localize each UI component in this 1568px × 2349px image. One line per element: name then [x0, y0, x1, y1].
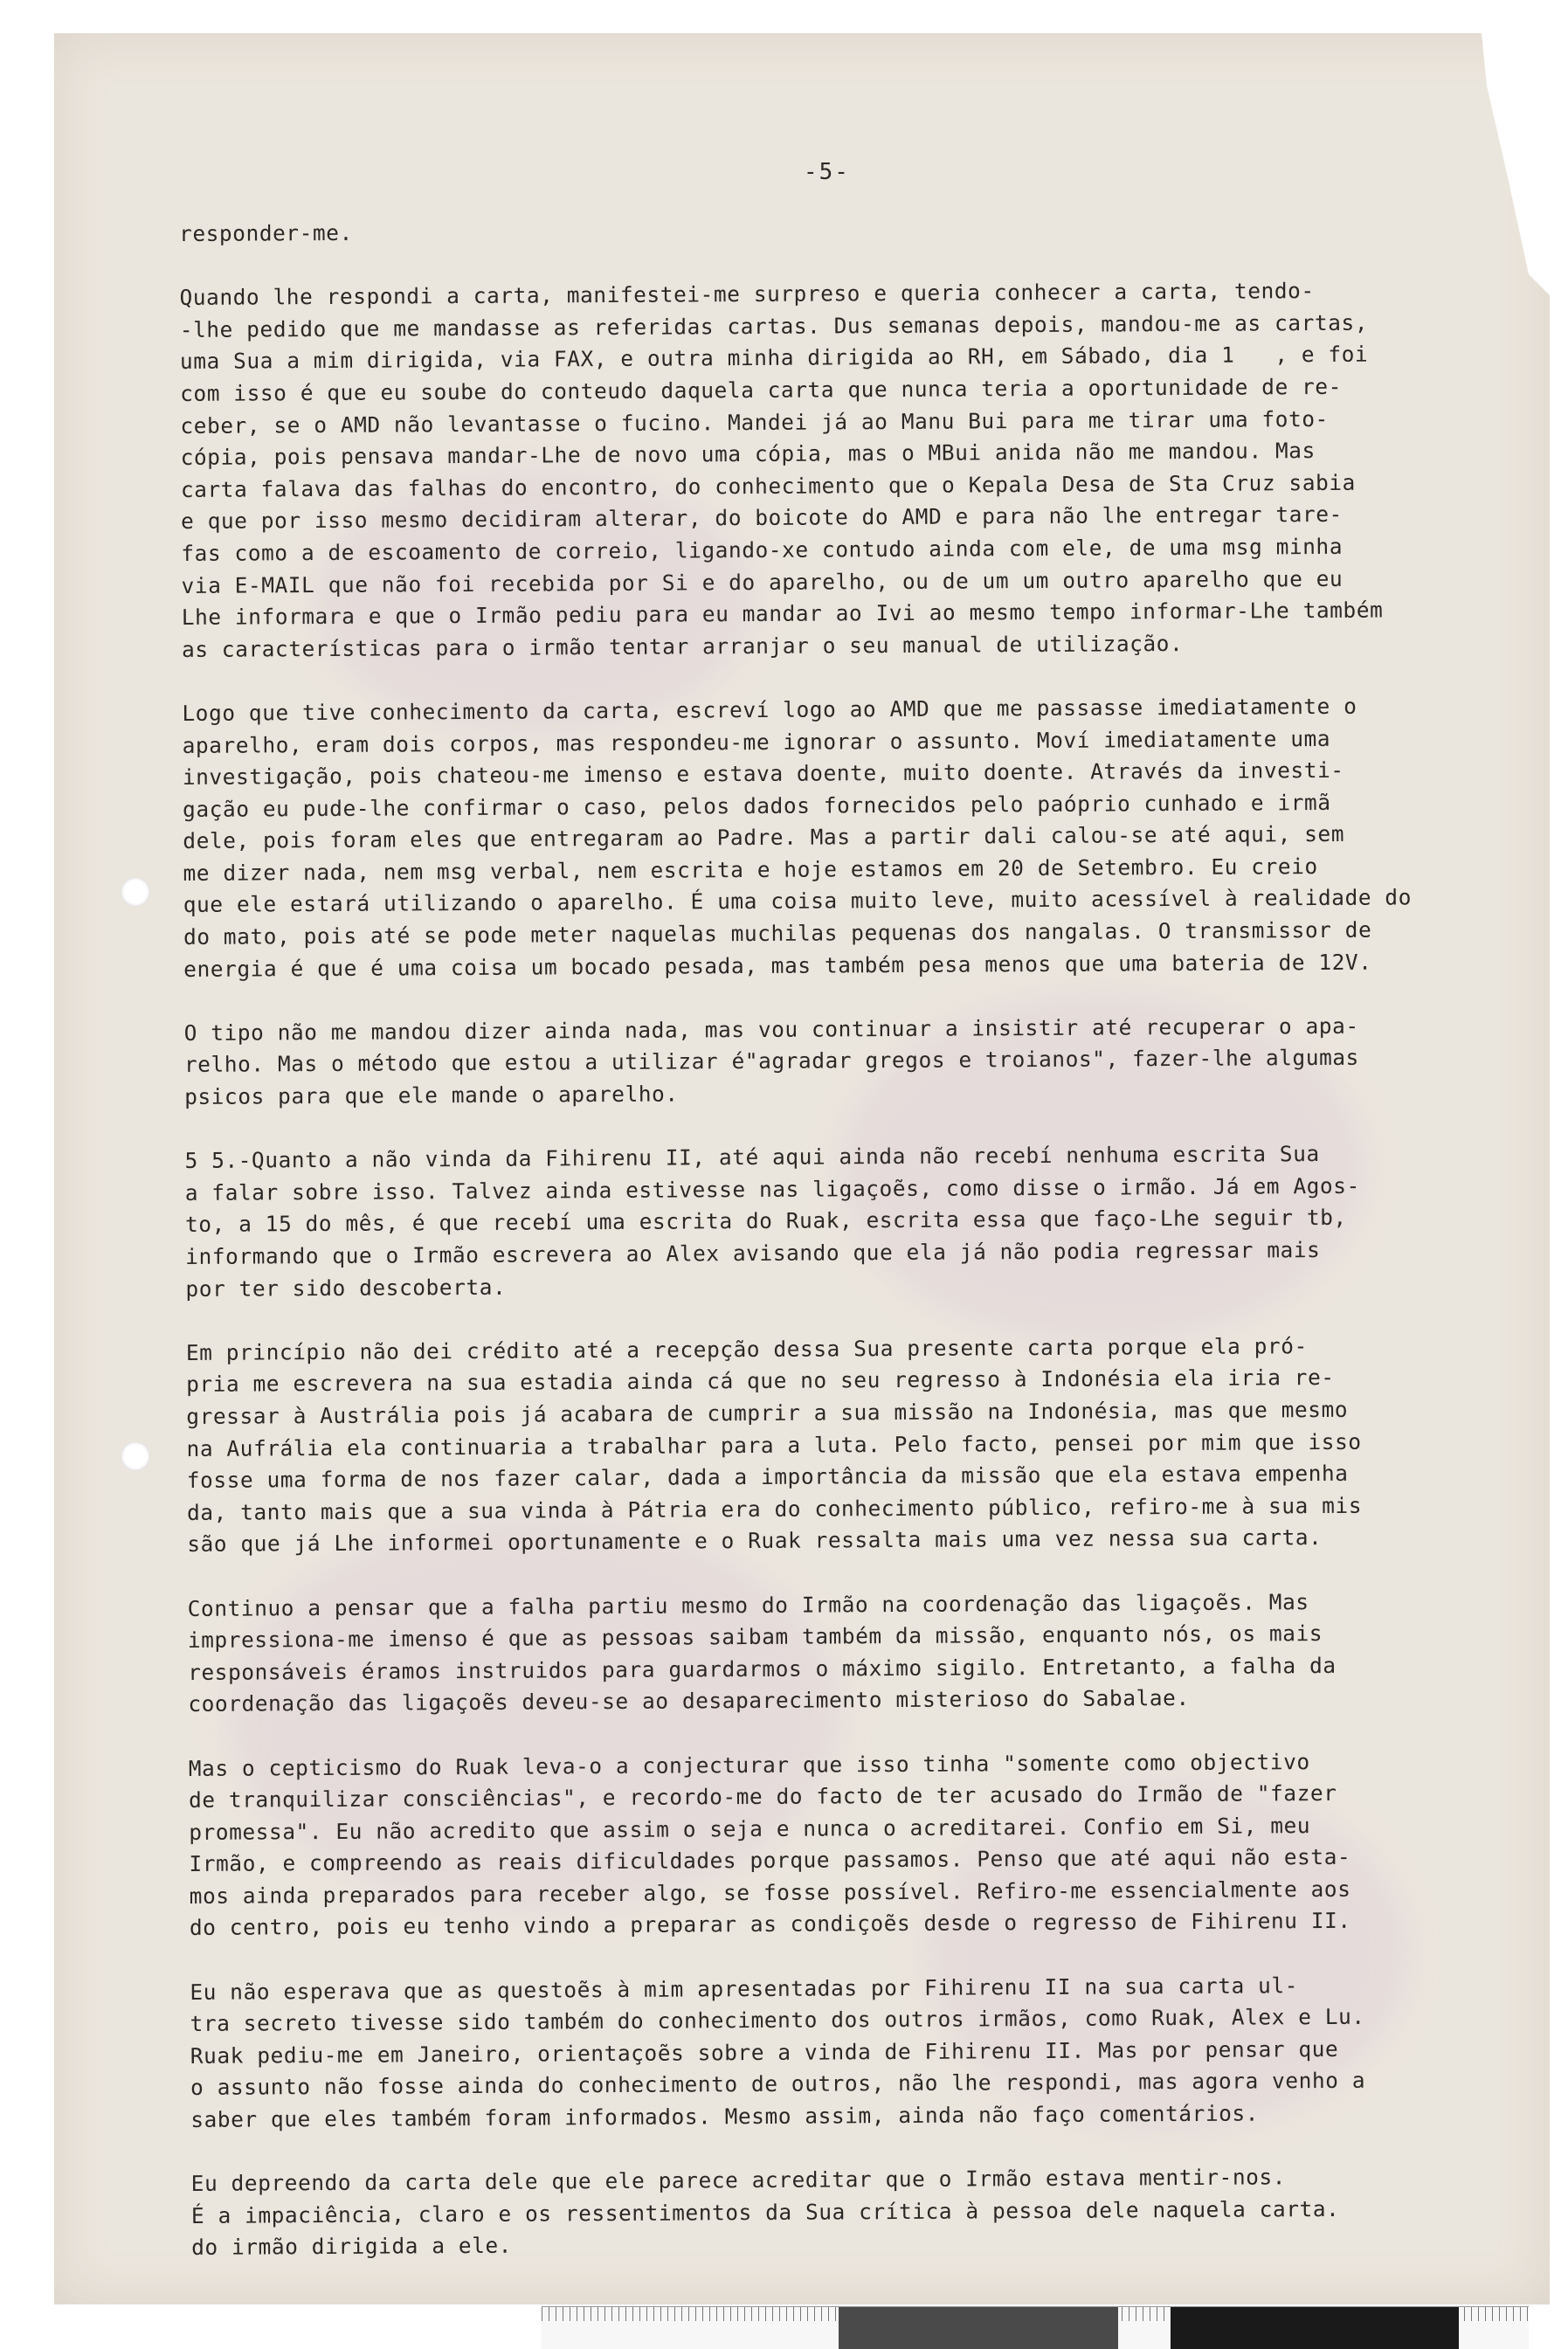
text-line: por ter sido descoberta. [185, 1274, 507, 1302]
text-line: Eu depreendo da carta dele que ele parece acreditar que o Irmão estava mentir-nos. [190, 2164, 1287, 2197]
text-line: responsáveis éramos instruidos para guardarmos o máximo sigilo. Entretanto, a falha da [188, 1652, 1337, 1685]
text-line: o assunto não fosse ainda do conhecimento de outros, não lhe respondi, mas agora venho a [190, 2068, 1366, 2101]
text-line: energia é que é uma coisa um bocado pesada, mas também pesa menos que uma bateria de 12V. [183, 949, 1372, 982]
text-line: ceber, se o AMD não levantasse o fucino. Mandei já ao Manu Bui para me tirar uma foto- [180, 405, 1329, 439]
text-line: Lhe informara e que o Irmão pediu para eu mandar ao Ivi ao mesmo tempo informar-Lhe também [181, 597, 1384, 631]
page-number: -5- [804, 159, 850, 185]
punch-hole [121, 1441, 150, 1471]
text-line: uma Sua a mim dirigida, via FAX, e outra minha dirigida ao RH, em Sábado, dia 1 , e foi [179, 342, 1369, 375]
scale-ruler [542, 2306, 1529, 2349]
text-line: 5 5.-Quanto a não vinda da Fihirenu II, até aqui ainda não recebí nenhuma escrita Sua [184, 1141, 1320, 1174]
text-line: da, tanto mais que a sua vinda à Pátria era do conhecimento público, refiro-me à sua mis [186, 1492, 1363, 1525]
ruler-black-block [1171, 2307, 1459, 2349]
text-line: cópia, pois pensava mandar-Lhe de novo uma cópia, mas o MBui anida não me mandou. Mas [180, 438, 1316, 471]
text-line: Continuo a pensar que a falha partiu mesmo do Irmão na coordenação das ligaçoẽs. Mas [187, 1588, 1309, 1621]
text-line: a falar sobre isso. Talvez ainda estivesse nas ligaçoẽs, como disse o irmão. Já em Agos- [184, 1172, 1360, 1206]
text-line: Em princípio não dei crédito até a recepção dessa Sua presente carta porque ela pró- [185, 1332, 1308, 1365]
text-line: Quando lhe respondi a carta, manifestei-me surpreso e queria conhecer a carta, tendo- [179, 278, 1315, 311]
text-line: relho. Mas o método que estou a utilizar é"agradar gregos e troianos", fazer-lhe algumas [183, 1045, 1360, 1078]
text-line: to, a 15 do mês, é que recebí uma escrita do Ruak, escrita essa que faço-Lhe seguir tb, [184, 1205, 1347, 1238]
text-line: pria me escrevera na sua estadia ainda cá que no seu regresso à Indonésia ela iria re- [186, 1364, 1335, 1398]
text-line: dele, pois foram eles que entregaram ao Padre. Mas a partir dali calou-se até aqui, sem [183, 821, 1345, 854]
text-line: do centro, pois eu tenho vindo a preparar as condiçoẽs desde o regresso de Fihirenu II. [189, 1908, 1351, 1941]
text-line: na Aufrália ela continuaria a trabalhar para a luta. Pelo facto, pensei por mim que isso [186, 1428, 1362, 1461]
text-line: Logo que tive conhecimento da carta, escreví logo ao AMD que me passasse imediatamente o [182, 693, 1357, 726]
text-line: Irmão, e compreendo as reais dificuldades porque passamos. Penso que até aqui não esta- [189, 1844, 1351, 1877]
text-line: fosse uma forma de nos fazer calar, dada a importância da missão que ela estava empenha [186, 1461, 1349, 1494]
text-line: via E-MAIL que não foi recebida por Si e do aparelho, ou de um um outro aparelho que eu [181, 565, 1344, 598]
text-line: promessa". Eu não acredito que assim o seja e nunca o acreditarei. Confio em Si, meu [189, 1812, 1311, 1845]
text-line: fas como a de escoamento de correio, ligando-xe contudo ainda com ele, de uma msg minha [181, 533, 1344, 566]
text-line: tra secreto tivesse sido também do conhecimento dos outros irmãos, como Ruak, Alex e Lu. [190, 2003, 1365, 2037]
letter-body [179, 210, 1554, 2263]
text-line: do irmão dirigida a ele. [191, 2233, 513, 2261]
text-line: Ruak pediu-me em Janeiro, orientaçoẽs sobre a vinda de Fihirenu II. Mas por pensar que [190, 2035, 1339, 2069]
text-line: Eu não esperava que as questoẽs à mim apresentadas por Fihirenu II na sua carta ul- [190, 1972, 1299, 2005]
text-line: que ele estará utilizando o aparelho. É uma coisa muito leve, muito acessível à realidade do [183, 884, 1413, 918]
text-line: as características para o irmão tentar arranjar o seu manual de utilização. [181, 630, 1184, 662]
text-line: com isso é que eu soube do conteudo daquela carta que nunca teria a oportunidade de re- [180, 373, 1343, 406]
text-line: responder-me. [179, 219, 353, 246]
text-line: informando que o Irmão escrevera ao Alex avisando que ela já não podia regressar mais [185, 1237, 1321, 1269]
ruler-gray-block [839, 2307, 1118, 2349]
text-line: mos ainda preparados para receber algo, se fosse possível. Refiro-me essencialmente aos [189, 1876, 1351, 1909]
text-line: são que já Lhe informei oportunamente e o Ruak ressalta mais uma vez nessa sua carta. [187, 1524, 1323, 1558]
text-line: impressiona-me imenso é que as pessoas saibam também da missão, enquanto nós, os mais [187, 1620, 1323, 1654]
text-line: aparelho, eram dois corpos, mas respondeu-me ignorar o assunto. Moví imediatamente uma [182, 725, 1331, 758]
punch-hole [121, 877, 150, 907]
text-line: gação eu pude-lhe confirmar o caso, pelos dados fornecidos pelo paóprio cunhado e irmã [183, 789, 1331, 822]
text-line: saber que eles também foram informados. Mesmo assim, ainda não faço comentários. [190, 2100, 1260, 2132]
text-line: carta falava das falhas do encontro, do conhecimento que o Kepala Desa de Sta Cruz sabia [180, 469, 1356, 502]
text-line: e que por isso mesmo decidiram alterar, do boicote do AMD e para não lhe entregar tare- [181, 501, 1343, 535]
text-line: psicos para que ele mande o aparelho. [184, 1081, 679, 1110]
text-line: me dizer nada, nem msg verbal, nem escrita e hoje estamos em 20 de Setembro. Eu creio [183, 853, 1318, 886]
text-line: O tipo não me mandou dizer ainda nada, mas vou continuar a insistir até recuperar o apa- [183, 1012, 1359, 1046]
text-line: investigação, pois chateou-me imenso e estava doente, muito doente. Através da investi- [182, 757, 1344, 791]
text-line: do mato, pois até se pode meter naquelas muchilas pequenas dos nangalas. O transmissor de [183, 916, 1372, 950]
text-line: coordenação das ligaçoẽs deveu-se ao desaparecimento misterioso do Sabalae. [188, 1685, 1190, 1717]
text-line: de tranquilizar consciências", e recordo-me do facto de ter acusado do Irmão de "fazer [188, 1780, 1337, 1814]
text-line: -lhe pedido que me mandasse as referidas cartas. Dus semanas depois, mandou-me as cartas, [179, 309, 1369, 342]
text-line: gressar à Austrália pois já acabara de cumprir a sua missão na Indonésia, mas que mesmo [186, 1396, 1349, 1429]
text-line: É a impaciência, claro e os ressentimentos da Sua crítica à pessoa dele naquela carta. [190, 2195, 1340, 2228]
text-line: Mas o cepticismo do Ruak leva-o a conjecturar que isso tinha "somente como objectivo [188, 1748, 1310, 1781]
